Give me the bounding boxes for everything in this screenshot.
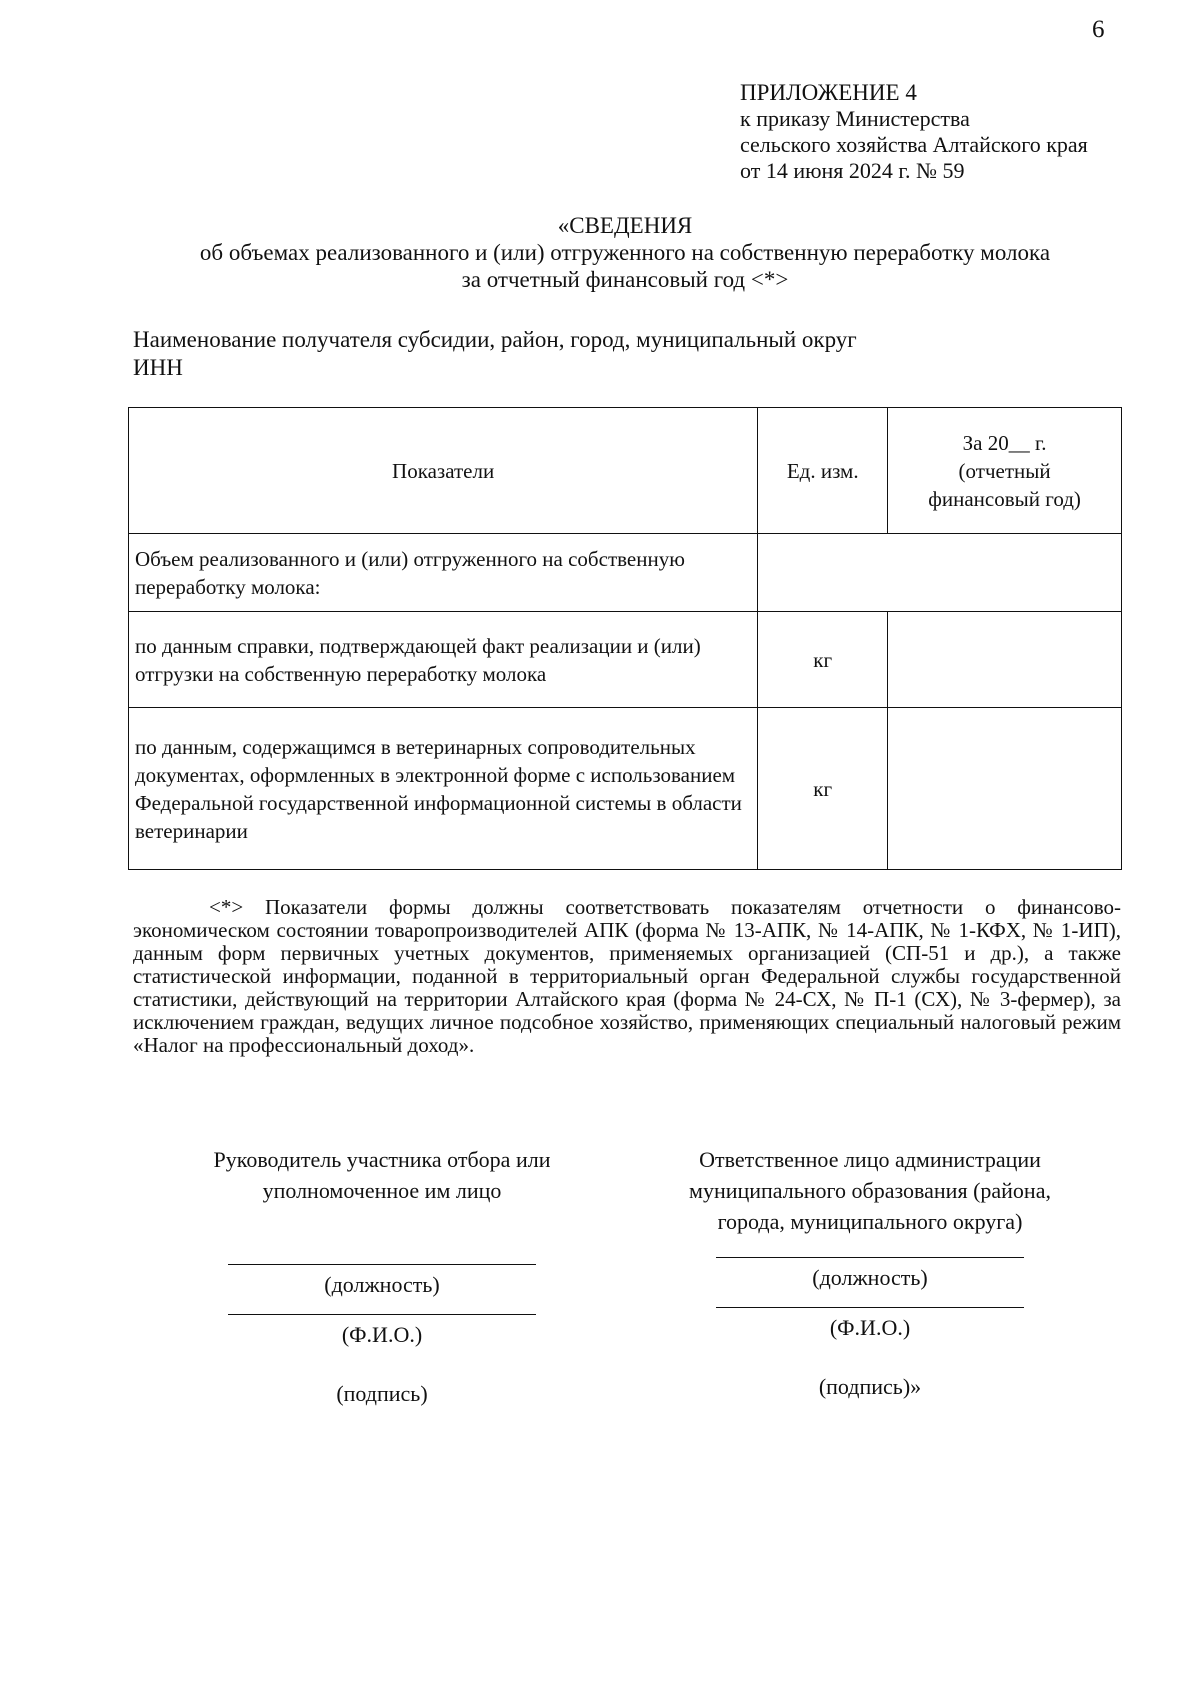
page-number: 6 [1092,16,1105,43]
header-period-line: За 20__ г. [962,430,1047,455]
header-period-line: финансовый год) [928,486,1081,511]
annex-line: к приказу Министерства [740,106,970,131]
signature-line [716,1307,1024,1308]
title-line: об объемах реализованного и (или) отгруженного на собственную переработку молока [199,240,1051,265]
annex-title: ПРИЛОЖЕНИЕ 4 [740,80,917,105]
table-row [129,612,1122,708]
annex-line: сельского хозяйства Алтайского края [740,132,1088,157]
document-title [0,212,1200,293]
position-caption: (должность) [324,1272,440,1297]
annex-header [740,80,1088,184]
header-indicators: Показатели [129,408,758,534]
signature-heading: муниципального образования (района, [689,1178,1051,1203]
unit-cell: кг [758,708,888,870]
header-unit: Ед. изм. [758,408,888,534]
annex-line: от 14 июня 2024 г. № 59 [740,158,965,183]
signature-caption: (подпись) [336,1381,428,1406]
unit-cell: кг [758,612,888,708]
table-row [129,708,1122,870]
indicator-cell: Объем реализованного и (или) отгруженного на собственную переработку молока: [129,534,758,612]
signature-heading: уполномоченное им лицо [262,1178,502,1203]
signature-block-left [172,1144,592,1409]
title-line: «СВЕДЕНИЯ [557,213,693,238]
value-cell [888,612,1122,708]
signature-line [228,1314,536,1315]
name-caption: (Ф.И.О.) [341,1322,423,1347]
inn-label: ИНН [133,355,183,380]
indicator-cell: по данным, содержащимся в ветеринарных сопроводительных документах, оформленных в электронной форме с использованием Федеральной государственной информационной системы в области ветеринарии [129,708,758,870]
table-header-row [129,408,1122,534]
position-caption: (должность) [812,1265,928,1290]
name-caption: (Ф.И.О.) [829,1315,911,1340]
indicators-table [128,407,1122,870]
signature-caption: (подпись)» [818,1374,922,1399]
footnote: <*> Показатели формы должны соответствовать показателям отчетности о финансово-экономическом состоянии товаропроизводителей АПК (форма № 13-АПК, № 14-АПК, № 1-КФХ, № 1-ИП), данным форм первичных учетных документов, применяемых организацией (СП-51 и др.), а также статистической информации, поданной в территориальный орган Федеральной службы государственной статистики, действующий на территории Алтайского края (форма № 24-СХ, № П-1 (СХ), № 3-фермер), за исключением граждан, ведущих личное подсобное хозяйство, применяющих специальный налоговый режим «Налог на профессиональный доход». [133,895,1121,1057]
signature-heading: города, муниципального округа) [717,1209,1023,1234]
value-cell [888,708,1122,870]
signature-line [716,1257,1024,1258]
recipient-name-label: Наименование получателя субсидии, район, город, муниципальный округ [133,327,857,352]
unit-cell [758,534,1122,612]
header-period-line: (отчетный [958,458,1051,483]
signature-heading: Руководитель участника отбора или [213,1147,551,1172]
title-line: за отчетный финансовый год <*> [461,267,789,292]
signature-heading: Ответственное лицо администрации [699,1147,1041,1172]
signature-block-right [660,1144,1080,1402]
header-period [888,408,1122,534]
recipient-block [133,326,857,382]
indicator-cell: по данным справки, подтверждающей факт реализации и (или) отгрузки на собственную переработку молока [129,612,758,708]
signature-line [228,1264,536,1265]
table-row [129,534,1122,612]
